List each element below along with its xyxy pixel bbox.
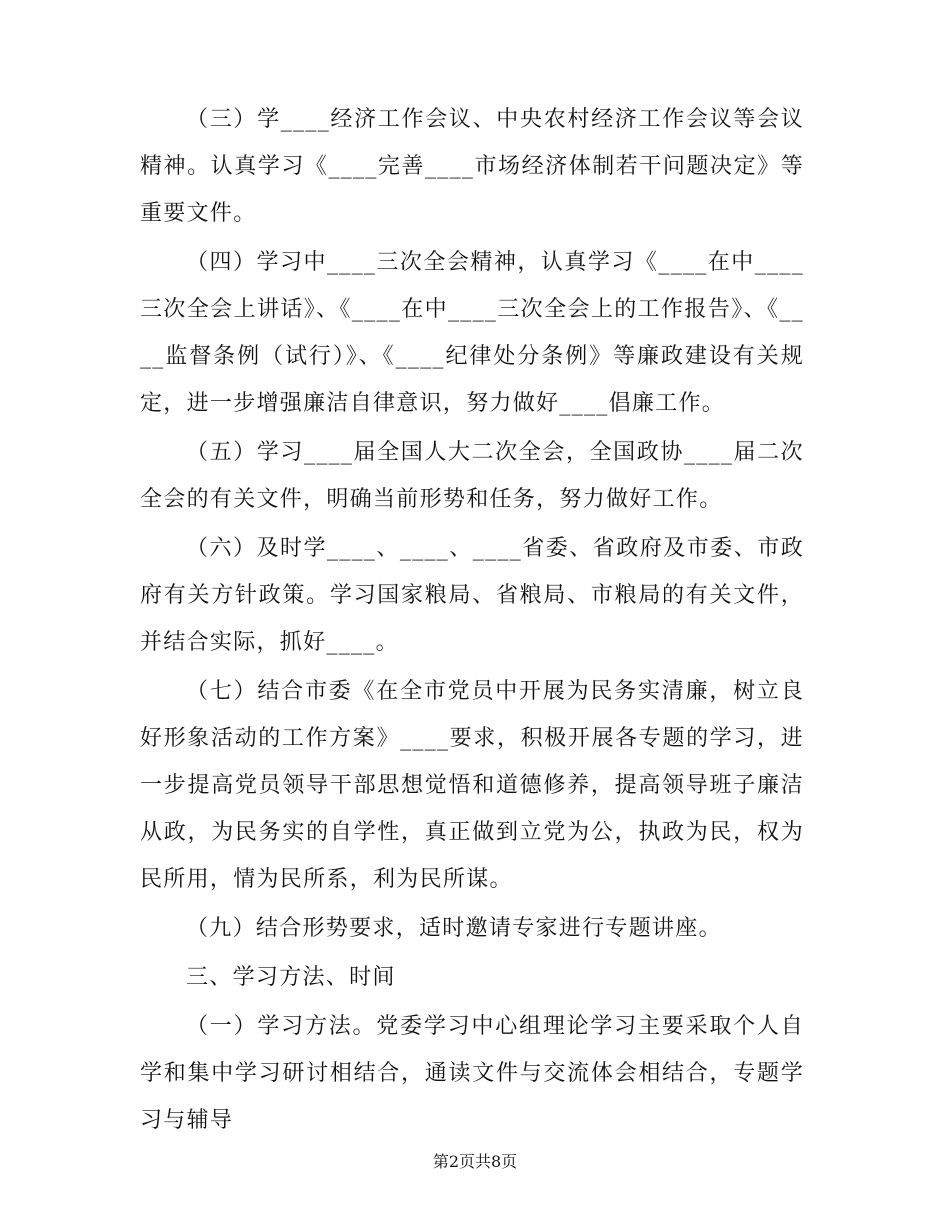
paragraph-section-5: （五）学习____届全国人大二次全会，全国政协____届二次全会的有关文件，明确当前形势和任务，努力做好工作。	[140, 440, 804, 512]
paragraph-study-method: （一）学习方法。党委学习中心组理论学习主要采取个人自学和集中学习研讨相结合，通读文件与交流体会相结合，专题学习与辅导	[140, 1014, 804, 1133]
paragraph-section-3: （三）学____经济工作会议、中央农村经济工作会议等会议精神。认真学习《____完善____市场经济体制若干问题决定》等重要文件。	[140, 107, 804, 226]
paragraph-section-7: （七）结合市委《在全市党员中开展为民务实清廉，树立良好形象活动的工作方案》____要求，积极开展各专题的学习，进一步提高党员领导干部思想觉悟和道德修养，提高领导班子廉洁从政，为民务实的自学性，真正做到立党为公，执政为民，权为民所用，情为民所系，利为民所谋。	[140, 679, 804, 892]
paragraph-section-4: （四）学习中____三次全会精神，认真学习《____在中____三次全会上讲话》、《____在中____三次全会上的工作报告》、《____监督条例（试行）》、《____纪律处分条例》等廉政建设有关规定，进一步增强廉洁自律意识，努力做好____倡廉工作。	[140, 250, 804, 416]
page-footer: 第2页共8页	[432, 1152, 518, 1171]
paragraph-section-9: （九）结合形势要求，适时邀请专家进行专题讲座。	[186, 916, 722, 941]
paragraph-section-6: （六）及时学____、____、____省委、省政府及市委、市政府有关方针政策。学习国家粮局、省粮局、市粮局的有关文件，并结合实际，抓好____。	[140, 536, 804, 655]
heading-study-method-time: 三、学习方法、时间	[186, 965, 396, 990]
document-body	[140, 96, 804, 1146]
